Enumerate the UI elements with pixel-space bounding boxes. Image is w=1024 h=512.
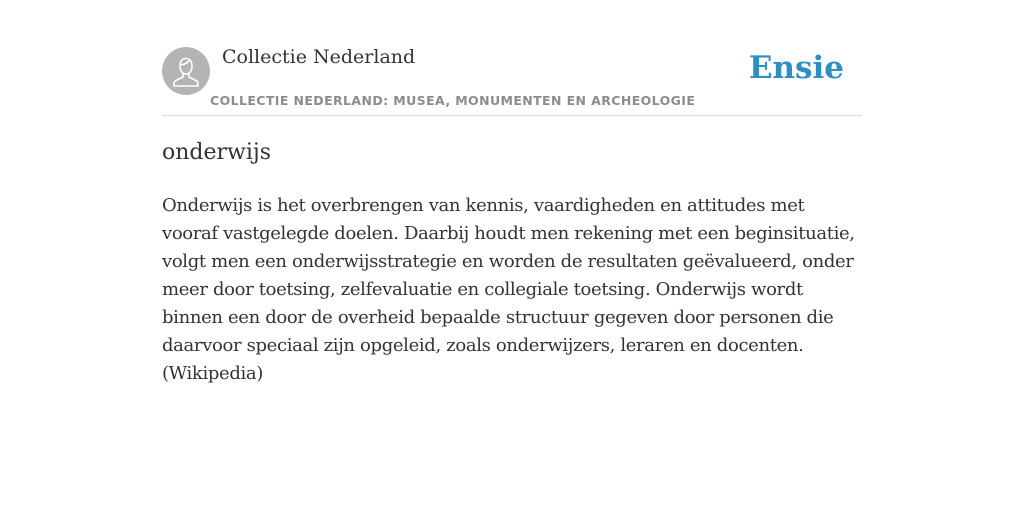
user-icon [162,47,210,95]
entry-term: onderwijs [162,140,272,165]
entry-definition: Onderwijs is het overbrengen van kennis, vaardigheden en attitudes met vooraf vastgelegde doelen. Daarbij houdt men rekening met een beginsituatie, volgt men een onderwijsstrategie en worden de resultaten geëvalueerd, onder meer door toetsing, zelfevaluatie en collegiale toetsing. Onderwijs wordt binnen een door de overheid bepaalde structuur gegeven door personen die daarvoor speciaal zijn opgeleid, zoals onderwijzers, leraren en docenten. (Wikipedia) [162,195,855,384]
entry-header [162,0,862,116]
brand-logo-link[interactable]: Ensie [748,50,844,86]
collection-label[interactable]: COLLECTIE NEDERLAND: MUSEA, MONUMENTEN EN ARCHEOLOGIE [210,93,696,108]
author-name[interactable]: Collectie Nederland [222,46,416,68]
entry-card [162,0,862,512]
avatar[interactable] [162,47,210,95]
